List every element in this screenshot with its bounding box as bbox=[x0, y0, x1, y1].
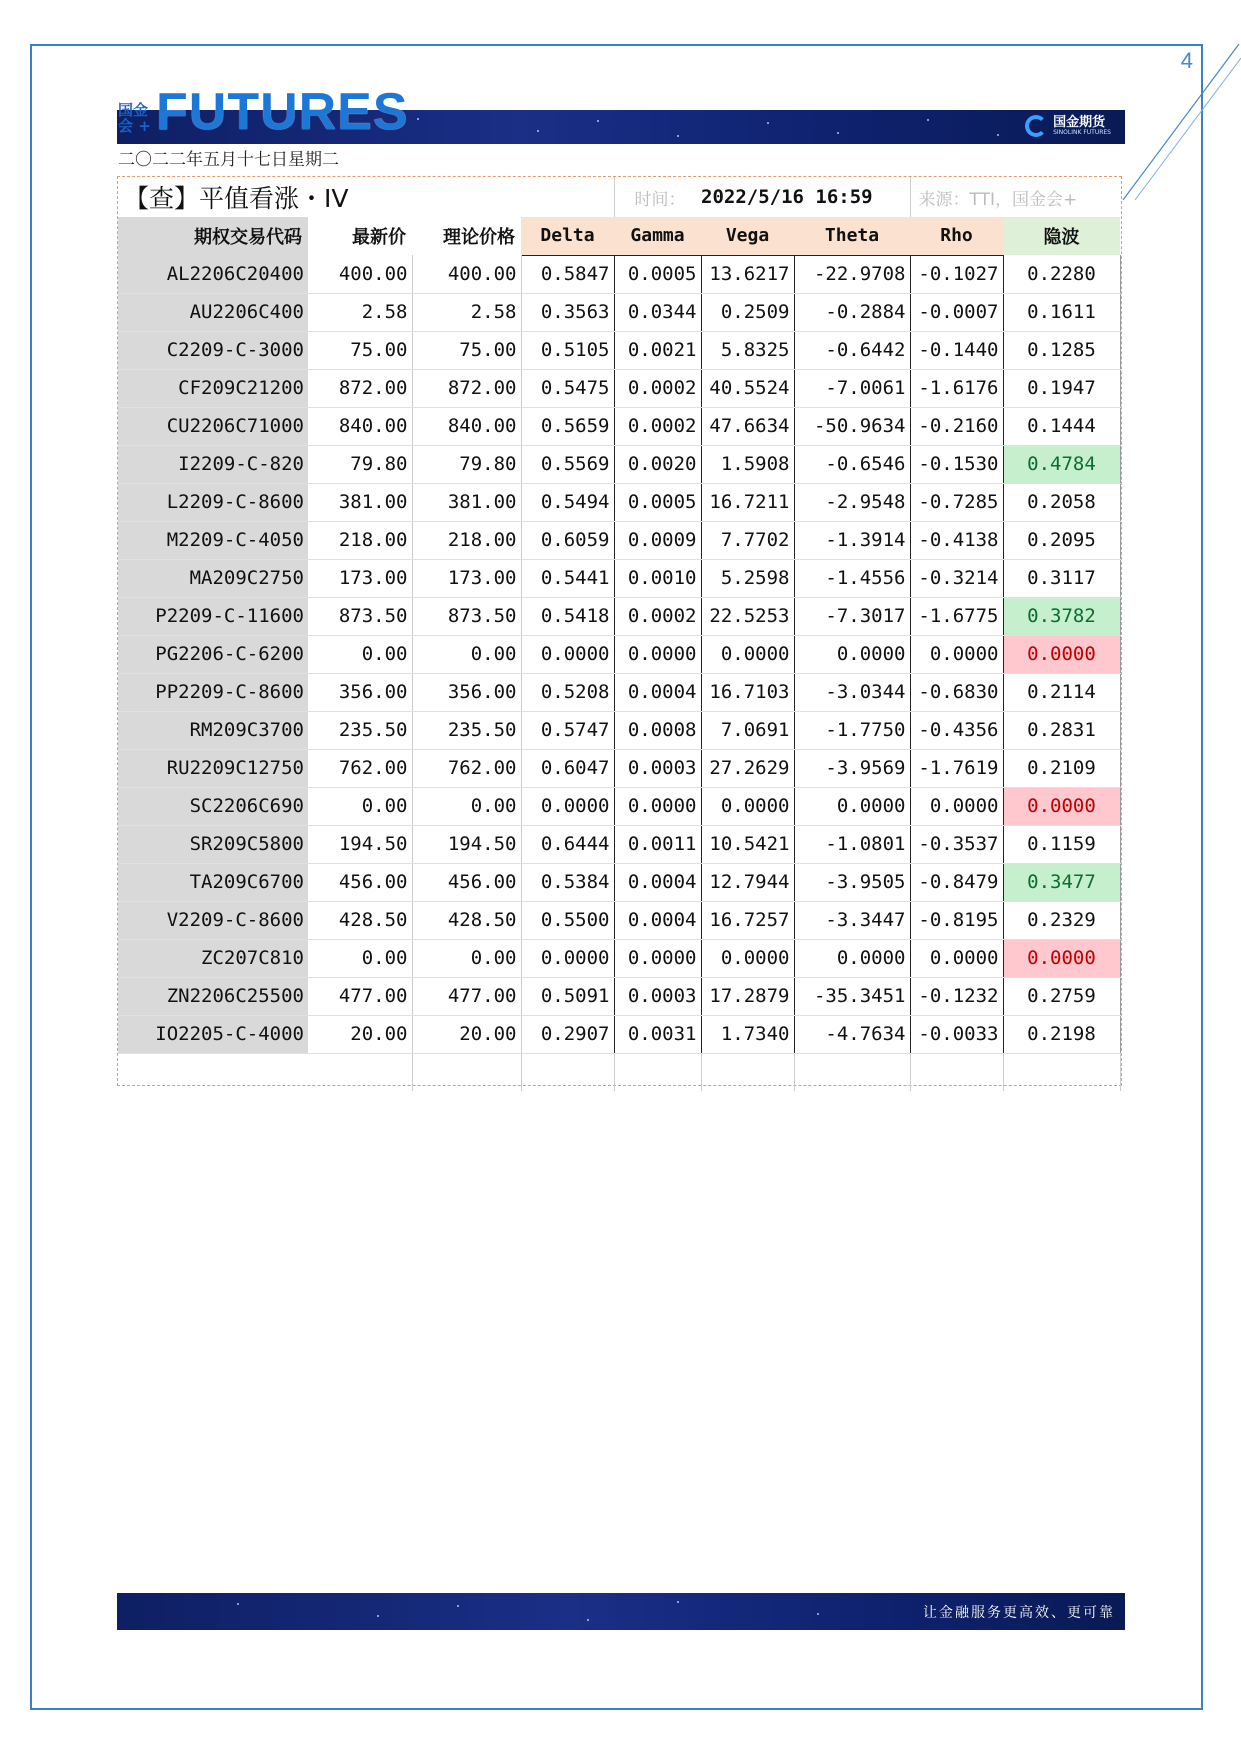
cell-gamma: 0.0002 bbox=[614, 369, 701, 407]
cell-last: 2.58 bbox=[308, 293, 412, 331]
cell-gamma: 0.0020 bbox=[614, 445, 701, 483]
cell-vega: 7.0691 bbox=[701, 711, 794, 749]
cell-delta: 0.5500 bbox=[521, 901, 614, 939]
cell-rho: 0.0000 bbox=[910, 635, 1003, 673]
cell-code: P2209-C-11600 bbox=[118, 597, 308, 635]
report-date: 二〇二二年五月十七日星期二 bbox=[118, 150, 339, 170]
table-header-row bbox=[118, 217, 1120, 255]
cell-iv: 0.2280 bbox=[1003, 255, 1120, 293]
table-row bbox=[118, 293, 1120, 331]
cell-rho: -0.7285 bbox=[910, 483, 1003, 521]
cell-theo: 75.00 bbox=[412, 331, 521, 369]
cell-iv: 0.2759 bbox=[1003, 977, 1120, 1015]
footer-banner bbox=[117, 1593, 1125, 1630]
cell-delta: 0.5384 bbox=[521, 863, 614, 901]
cell-theo: 79.80 bbox=[412, 445, 521, 483]
cell-theo: 0.00 bbox=[412, 787, 521, 825]
cell-delta: 0.5418 bbox=[521, 597, 614, 635]
table-row bbox=[118, 1015, 1120, 1053]
cell-gamma: 0.0000 bbox=[614, 635, 701, 673]
cell-rho: -0.0007 bbox=[910, 293, 1003, 331]
source-text: 来源：TTI，国金会+ bbox=[918, 189, 1078, 210]
cell-theo: 173.00 bbox=[412, 559, 521, 597]
futures-logo bbox=[118, 83, 409, 141]
cell-rho: -1.6775 bbox=[910, 597, 1003, 635]
cell-last: 20.00 bbox=[308, 1015, 412, 1053]
table-row bbox=[118, 787, 1120, 825]
cell-theo: 477.00 bbox=[412, 977, 521, 1015]
cell-theta: -0.6442 bbox=[794, 331, 910, 369]
cell-last: 356.00 bbox=[308, 673, 412, 711]
cell-last: 235.50 bbox=[308, 711, 412, 749]
cell-delta: 0.5208 bbox=[521, 673, 614, 711]
cell-code: TA209C6700 bbox=[118, 863, 308, 901]
cell-code: I2209-C-820 bbox=[118, 445, 308, 483]
cell-theo: 235.50 bbox=[412, 711, 521, 749]
cell-theta: -22.9708 bbox=[794, 255, 910, 293]
cell-delta: 0.6059 bbox=[521, 521, 614, 559]
cell-delta: 0.5747 bbox=[521, 711, 614, 749]
cell-gamma: 0.0003 bbox=[614, 749, 701, 787]
cell-rho: -0.8479 bbox=[910, 863, 1003, 901]
cell-gamma: 0.0002 bbox=[614, 407, 701, 445]
cell-iv: 0.0000 bbox=[1003, 635, 1120, 673]
cell-rho: -0.1530 bbox=[910, 445, 1003, 483]
cell-vega: 0.0000 bbox=[701, 635, 794, 673]
cell-gamma: 0.0344 bbox=[614, 293, 701, 331]
cell-last: 381.00 bbox=[308, 483, 412, 521]
cell-rho: -0.1440 bbox=[910, 331, 1003, 369]
cell-delta: 0.0000 bbox=[521, 787, 614, 825]
cell-iv: 0.0000 bbox=[1003, 939, 1120, 977]
cell-delta: 0.0000 bbox=[521, 635, 614, 673]
cell-iv: 0.1444 bbox=[1003, 407, 1120, 445]
cell-theo: 456.00 bbox=[412, 863, 521, 901]
brand-sub: SINOLINK FUTURES bbox=[1053, 129, 1111, 136]
cell-gamma: 0.0002 bbox=[614, 597, 701, 635]
cell-delta: 0.3563 bbox=[521, 293, 614, 331]
cell-iv: 0.2109 bbox=[1003, 749, 1120, 787]
cell-iv: 0.0000 bbox=[1003, 787, 1120, 825]
cell-gamma: 0.0005 bbox=[614, 255, 701, 293]
cell-code: AL2206C20400 bbox=[118, 255, 308, 293]
cell-theta: -3.0344 bbox=[794, 673, 910, 711]
table-row bbox=[118, 863, 1120, 901]
cell-iv: 0.2095 bbox=[1003, 521, 1120, 559]
cell-theo: 873.50 bbox=[412, 597, 521, 635]
cell-gamma: 0.0004 bbox=[614, 673, 701, 711]
cell-code: C2209-C-3000 bbox=[118, 331, 308, 369]
table-row bbox=[118, 255, 1120, 293]
cell-gamma: 0.0004 bbox=[614, 901, 701, 939]
cell-delta: 0.5105 bbox=[521, 331, 614, 369]
cell-rho: 0.0000 bbox=[910, 787, 1003, 825]
cell-rho: 0.0000 bbox=[910, 939, 1003, 977]
cell-rho: -1.6176 bbox=[910, 369, 1003, 407]
col-header-delta: Delta bbox=[521, 217, 614, 255]
table-row bbox=[118, 635, 1120, 673]
table-row bbox=[118, 977, 1120, 1015]
cell-gamma: 0.0011 bbox=[614, 825, 701, 863]
cell-last: 456.00 bbox=[308, 863, 412, 901]
cell-iv: 0.1947 bbox=[1003, 369, 1120, 407]
cell-iv: 0.1159 bbox=[1003, 825, 1120, 863]
cell-vega: 27.2629 bbox=[701, 749, 794, 787]
cell-code: RM209C3700 bbox=[118, 711, 308, 749]
cell-last: 218.00 bbox=[308, 521, 412, 559]
col-header-iv: 隐波 bbox=[1003, 217, 1120, 255]
cell-last: 400.00 bbox=[308, 255, 412, 293]
cell-last: 477.00 bbox=[308, 977, 412, 1015]
table-row bbox=[118, 445, 1120, 483]
cell-last: 0.00 bbox=[308, 787, 412, 825]
cell-rho: -0.4138 bbox=[910, 521, 1003, 559]
cell-theta: -1.4556 bbox=[794, 559, 910, 597]
brand-logo bbox=[1025, 115, 1111, 137]
cell-theta: -4.7634 bbox=[794, 1015, 910, 1053]
table-row bbox=[118, 901, 1120, 939]
cell-last: 0.00 bbox=[308, 635, 412, 673]
cell-vega: 5.2598 bbox=[701, 559, 794, 597]
table-row bbox=[118, 331, 1120, 369]
cell-last: 0.00 bbox=[308, 939, 412, 977]
cell-vega: 16.7211 bbox=[701, 483, 794, 521]
col-header-theo: 理论价格 bbox=[412, 217, 521, 255]
cell-code: PG2206-C-6200 bbox=[118, 635, 308, 673]
cell-theta: -1.0801 bbox=[794, 825, 910, 863]
cell-delta: 0.5441 bbox=[521, 559, 614, 597]
cell-vega: 22.5253 bbox=[701, 597, 794, 635]
cell-delta: 0.2907 bbox=[521, 1015, 614, 1053]
table-row bbox=[118, 939, 1120, 977]
cell-vega: 0.0000 bbox=[701, 939, 794, 977]
cell-rho: -0.1027 bbox=[910, 255, 1003, 293]
cell-gamma: 0.0010 bbox=[614, 559, 701, 597]
corner-decoration bbox=[1121, 40, 1241, 200]
cell-theo: 20.00 bbox=[412, 1015, 521, 1053]
cell-code: SC2206C690 bbox=[118, 787, 308, 825]
cell-theta: 0.0000 bbox=[794, 787, 910, 825]
empty-cell bbox=[614, 1053, 701, 1091]
brand-circle-icon bbox=[1025, 115, 1047, 137]
cell-code: L2209-C-8600 bbox=[118, 483, 308, 521]
cell-vega: 13.6217 bbox=[701, 255, 794, 293]
cell-theo: 2.58 bbox=[412, 293, 521, 331]
cell-rho: -1.7619 bbox=[910, 749, 1003, 787]
cell-theta: -1.3914 bbox=[794, 521, 910, 559]
cell-code: SR209C5800 bbox=[118, 825, 308, 863]
cell-gamma: 0.0009 bbox=[614, 521, 701, 559]
empty-cell bbox=[1003, 1053, 1120, 1091]
logo-cn-line2: 会 + bbox=[118, 117, 151, 135]
cell-gamma: 0.0005 bbox=[614, 483, 701, 521]
empty-row bbox=[118, 1053, 1120, 1091]
cell-theo: 0.00 bbox=[412, 635, 521, 673]
cell-theta: -1.7750 bbox=[794, 711, 910, 749]
cell-code: MA209C2750 bbox=[118, 559, 308, 597]
cell-vega: 40.5524 bbox=[701, 369, 794, 407]
table-row bbox=[118, 521, 1120, 559]
logo-futures-text: FUTURES bbox=[156, 83, 409, 141]
col-header-last: 最新价 bbox=[308, 217, 412, 255]
cell-theta: -3.3447 bbox=[794, 901, 910, 939]
cell-gamma: 0.0003 bbox=[614, 977, 701, 1015]
cell-code: V2209-C-8600 bbox=[118, 901, 308, 939]
cell-rho: -0.2160 bbox=[910, 407, 1003, 445]
cell-vega: 0.0000 bbox=[701, 787, 794, 825]
cell-theta: -35.3451 bbox=[794, 977, 910, 1015]
cell-gamma: 0.0000 bbox=[614, 939, 701, 977]
cell-theta: -0.2884 bbox=[794, 293, 910, 331]
cell-delta: 0.0000 bbox=[521, 939, 614, 977]
cell-rho: -0.4356 bbox=[910, 711, 1003, 749]
table-row bbox=[118, 597, 1120, 635]
cell-theta: -3.9569 bbox=[794, 749, 910, 787]
cell-theo: 872.00 bbox=[412, 369, 521, 407]
col-header-theta: Theta bbox=[794, 217, 910, 255]
cell-rho: -0.1232 bbox=[910, 977, 1003, 1015]
cell-vega: 7.7702 bbox=[701, 521, 794, 559]
cell-last: 173.00 bbox=[308, 559, 412, 597]
cell-iv: 0.1285 bbox=[1003, 331, 1120, 369]
cell-code: CF209C21200 bbox=[118, 369, 308, 407]
cell-theo: 762.00 bbox=[412, 749, 521, 787]
cell-rho: -0.3537 bbox=[910, 825, 1003, 863]
table-row bbox=[118, 407, 1120, 445]
options-table-container bbox=[117, 176, 1122, 1086]
cell-last: 79.80 bbox=[308, 445, 412, 483]
time-value: 2022/5/16 16:59 bbox=[701, 177, 910, 217]
cell-theo: 381.00 bbox=[412, 483, 521, 521]
cell-theo: 400.00 bbox=[412, 255, 521, 293]
cell-iv: 0.1611 bbox=[1003, 293, 1120, 331]
cell-delta: 0.5569 bbox=[521, 445, 614, 483]
footer-slogan: 让金融服务更高效、更可靠 bbox=[923, 1605, 1115, 1621]
cell-vega: 16.7103 bbox=[701, 673, 794, 711]
cell-code: RU2209C12750 bbox=[118, 749, 308, 787]
cell-rho: -0.6830 bbox=[910, 673, 1003, 711]
cell-code: IO2205-C-4000 bbox=[118, 1015, 308, 1053]
cell-last: 75.00 bbox=[308, 331, 412, 369]
cell-delta: 0.6047 bbox=[521, 749, 614, 787]
cell-last: 872.00 bbox=[308, 369, 412, 407]
cell-gamma: 0.0008 bbox=[614, 711, 701, 749]
cell-iv: 0.3477 bbox=[1003, 863, 1120, 901]
cell-vega: 0.2509 bbox=[701, 293, 794, 331]
empty-cell bbox=[118, 1053, 308, 1091]
cell-last: 194.50 bbox=[308, 825, 412, 863]
cell-last: 428.50 bbox=[308, 901, 412, 939]
cell-iv: 0.2058 bbox=[1003, 483, 1120, 521]
col-header-code: 期权交易代码 bbox=[118, 217, 308, 255]
cell-iv: 0.4784 bbox=[1003, 445, 1120, 483]
cell-theo: 194.50 bbox=[412, 825, 521, 863]
cell-last: 873.50 bbox=[308, 597, 412, 635]
empty-cell bbox=[308, 1053, 412, 1091]
cell-theta: -2.9548 bbox=[794, 483, 910, 521]
empty-cell bbox=[794, 1053, 910, 1091]
cell-last: 840.00 bbox=[308, 407, 412, 445]
cell-rho: -0.3214 bbox=[910, 559, 1003, 597]
cell-vega: 5.8325 bbox=[701, 331, 794, 369]
cell-code: M2209-C-4050 bbox=[118, 521, 308, 559]
cell-code: AU2206C400 bbox=[118, 293, 308, 331]
cell-theo: 840.00 bbox=[412, 407, 521, 445]
cell-vega: 1.5908 bbox=[701, 445, 794, 483]
table-row bbox=[118, 749, 1120, 787]
table-row bbox=[118, 483, 1120, 521]
cell-iv: 0.2831 bbox=[1003, 711, 1120, 749]
table-row bbox=[118, 369, 1120, 407]
table-row bbox=[118, 825, 1120, 863]
col-header-rho: Rho bbox=[910, 217, 1003, 255]
col-header-gamma: Gamma bbox=[614, 217, 701, 255]
col-header-vega: Vega bbox=[701, 217, 794, 255]
cell-theta: 0.0000 bbox=[794, 939, 910, 977]
table-row bbox=[118, 559, 1120, 597]
cell-gamma: 0.0031 bbox=[614, 1015, 701, 1053]
logo-cn-line1: 国金 bbox=[118, 101, 149, 119]
options-table bbox=[118, 177, 1121, 1091]
time-label: 时间： bbox=[634, 189, 686, 210]
cell-vega: 1.7340 bbox=[701, 1015, 794, 1053]
cell-theta: -7.0061 bbox=[794, 369, 910, 407]
cell-code: PP2209-C-8600 bbox=[118, 673, 308, 711]
cell-gamma: 0.0000 bbox=[614, 787, 701, 825]
cell-vega: 17.2879 bbox=[701, 977, 794, 1015]
empty-cell bbox=[521, 1053, 614, 1091]
cell-delta: 0.5475 bbox=[521, 369, 614, 407]
cell-theo: 0.00 bbox=[412, 939, 521, 977]
cell-vega: 47.6634 bbox=[701, 407, 794, 445]
cell-rho: -0.0033 bbox=[910, 1015, 1003, 1053]
cell-theta: 0.0000 bbox=[794, 635, 910, 673]
cell-vega: 16.7257 bbox=[701, 901, 794, 939]
cell-delta: 0.5494 bbox=[521, 483, 614, 521]
cell-vega: 12.7944 bbox=[701, 863, 794, 901]
cell-last: 762.00 bbox=[308, 749, 412, 787]
cell-theta: -3.9505 bbox=[794, 863, 910, 901]
cell-iv: 0.3782 bbox=[1003, 597, 1120, 635]
cell-theta: -7.3017 bbox=[794, 597, 910, 635]
cell-delta: 0.6444 bbox=[521, 825, 614, 863]
cell-theta: -50.9634 bbox=[794, 407, 910, 445]
table-row bbox=[118, 711, 1120, 749]
cell-delta: 0.5091 bbox=[521, 977, 614, 1015]
cell-iv: 0.3117 bbox=[1003, 559, 1120, 597]
cell-vega: 10.5421 bbox=[701, 825, 794, 863]
empty-cell bbox=[910, 1053, 1003, 1091]
brand-name: 国金期货 bbox=[1053, 115, 1106, 130]
cell-rho: -0.8195 bbox=[910, 901, 1003, 939]
cell-theo: 218.00 bbox=[412, 521, 521, 559]
cell-delta: 0.5659 bbox=[521, 407, 614, 445]
table-row bbox=[118, 673, 1120, 711]
cell-code: ZC207C810 bbox=[118, 939, 308, 977]
cell-iv: 0.2198 bbox=[1003, 1015, 1120, 1053]
cell-code: ZN2206C25500 bbox=[118, 977, 308, 1015]
cell-theo: 356.00 bbox=[412, 673, 521, 711]
cell-iv: 0.2329 bbox=[1003, 901, 1120, 939]
cell-theta: -0.6546 bbox=[794, 445, 910, 483]
table-title: 【查】平值看涨・IV bbox=[118, 177, 614, 217]
empty-cell bbox=[701, 1053, 794, 1091]
cell-theo: 428.50 bbox=[412, 901, 521, 939]
cell-code: CU2206C71000 bbox=[118, 407, 308, 445]
cell-delta: 0.5847 bbox=[521, 255, 614, 293]
empty-cell bbox=[412, 1053, 521, 1091]
cell-iv: 0.2114 bbox=[1003, 673, 1120, 711]
cell-gamma: 0.0004 bbox=[614, 863, 701, 901]
page-number: 4 bbox=[1180, 48, 1193, 73]
cell-gamma: 0.0021 bbox=[614, 331, 701, 369]
